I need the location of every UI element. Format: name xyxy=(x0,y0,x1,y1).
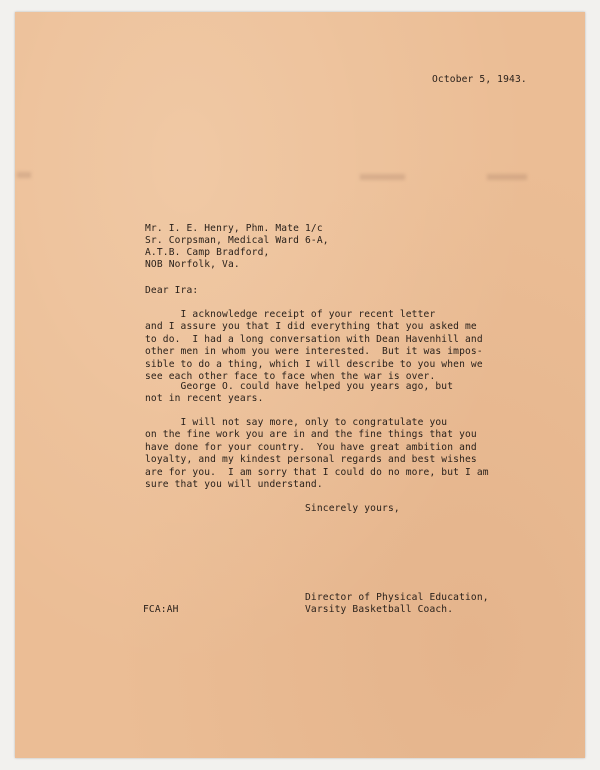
ink-smudge xyxy=(17,172,31,178)
body-line: sure that you will understand. xyxy=(145,479,323,491)
closing: Sincerely yours, xyxy=(305,503,400,514)
body-paragraph xyxy=(145,381,453,406)
body-line: have done for your country. You have great ambition and xyxy=(145,441,477,453)
body-line: I acknowledge receipt of your recent letter xyxy=(145,309,436,320)
body-line: George O. could have helped you years ago, but xyxy=(145,381,454,392)
salutation: Dear Ira: xyxy=(145,285,199,296)
letter-page xyxy=(15,12,585,758)
body-line: to do. I had a long conversation with Dean Havenhill and xyxy=(145,333,483,345)
typist-initials: FCA:AH xyxy=(143,604,179,615)
signature-title: Director of Physical Education, xyxy=(305,592,489,603)
body-line: I will not say more, only to congratulate you xyxy=(145,417,448,428)
signature-title: Varsity Basketball Coach. xyxy=(305,604,454,615)
body-line: see each other face to face when the war is over. xyxy=(145,371,436,383)
address-line: Mr. I. E. Henry, Phm. Mate 1/c xyxy=(145,223,323,234)
address-line: Sr. Corpsman, Medical Ward 6-A, xyxy=(145,235,329,246)
ink-smudge xyxy=(487,174,527,180)
address-line: A.T.B. Camp Bradford, xyxy=(145,247,270,258)
body-line: and I assure you that I did everything that you asked me xyxy=(145,321,477,333)
body-line: sible to do a thing, which I will describe to you when we xyxy=(145,358,483,370)
body-line: on the fine work you are in and the fine things that you xyxy=(145,429,477,441)
body-paragraph xyxy=(145,309,483,383)
body-paragraph xyxy=(145,417,489,491)
body-line: are for you. I am sorry that I could do no more, but I am xyxy=(145,466,489,478)
address-line: NOB Norfolk, Va. xyxy=(145,259,240,270)
ink-smudge xyxy=(360,174,405,180)
body-line: loyalty, and my kindest personal regards and best wishes xyxy=(145,454,477,466)
body-line: not in recent years. xyxy=(145,393,264,405)
body-line: other men in whom you were interested. But it was impos- xyxy=(145,346,483,358)
letter-date: October 5, 1943. xyxy=(432,74,527,85)
